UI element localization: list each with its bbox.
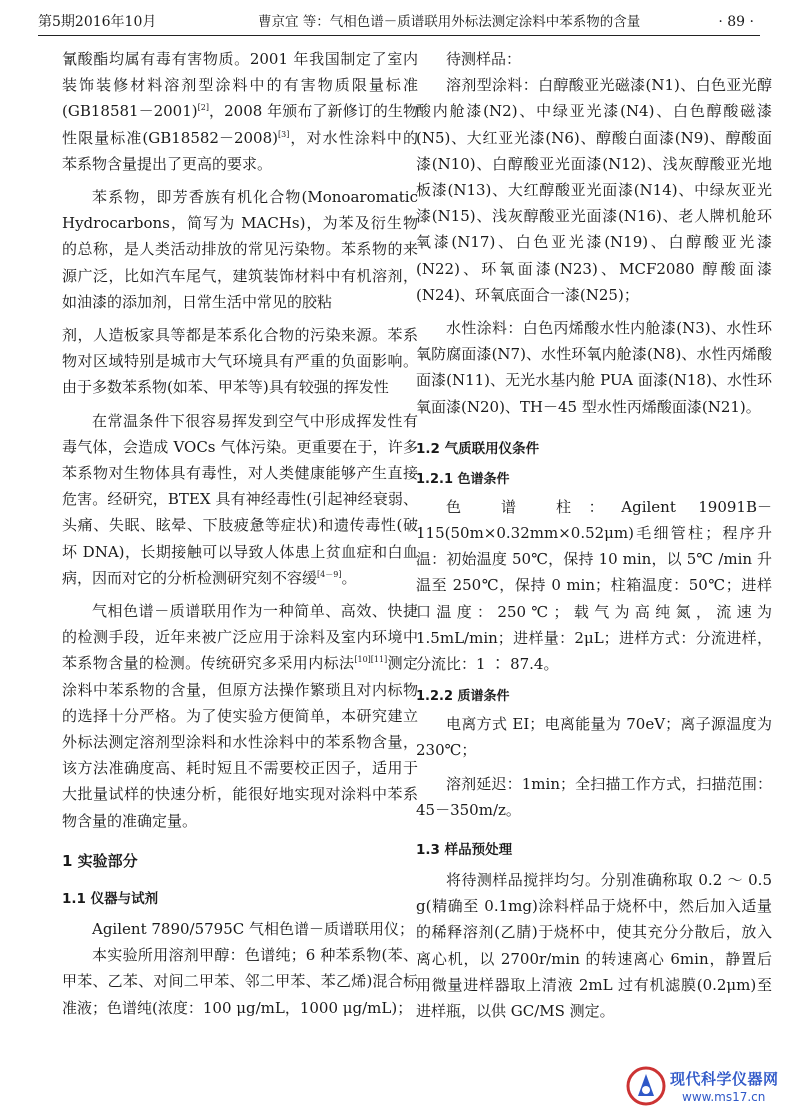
paragraph: 剂，人造板家具等都是苯系化合物的污染来源。苯系物对区域特别是城市大气环境具有严重的负面影响。由于多数苯系物(如苯、甲苯等)具有较强的挥发性: [62, 326, 418, 397]
paragraph: 氰酸酯均属有毒有害物质。2001 年我国制定了室内装饰装修材料溶剂型涂料中的有害物质限量标准(GB18581－2001)[2]，2008 年颁布了新修订的生物性限量标准(GB18582－2008)[3]，对水性涂料中的苯系物含量提出了更高的要求。: [62, 50, 418, 173]
running-head: [38, 10, 760, 36]
paragraph: 苯系物，即芳香族有机化合物(Monoaromatic Hydrocarbons，简写为 MACHs)，为苯及衍生物的总称，是人类活动排放的常见污染物。苯系物的来源广泛，比如汽车尾气，建筑装饰材料中有机溶剂，如油漆的添加剂，日常生活中常见的胶粘: [62, 188, 418, 311]
paragraph: 待测样品：: [446, 50, 522, 68]
subsubsection-heading: 1.2.2 质谱条件: [416, 689, 510, 705]
journal-issue: 第5期2016年10月: [38, 14, 157, 30]
section-heading: 1 实验部分: [62, 851, 138, 870]
paragraph: 在常温条件下很容易挥发到空气中形成挥发性有毒气体，会造成 VOCs 气体污染。更重要在于，许多苯系物对生物体具有毒性，对人类健康能够产生直接危害。经研究，BTEX 具有神经毒性(引起神经衰弱、头痛、失眠、眩晕、下肢疲惫等症状)和遗传毒性(破坏 DNA)，长期接触可以导致人体患上贫血症和白血病，因而对它的分析检测研究刻不容缓[4－9]。: [62, 411, 418, 587]
paragraph: 色 谱 柱：Agilent 19091B－115(50m×0.32mm×0.52μm)毛细管柱；程序升温：初始温度 50℃，保持 10 min，以 5℃ /min 升温至 250℃，保持 0 min；柱箱温度：50℃；进样口温度：250℃；载气为高纯氮，流速为 1.5mL/min；进样量：2μL；进样方式：分流进样，分流比：1 ∶ 87.4。: [416, 497, 772, 674]
site-watermark: [626, 1064, 796, 1110]
paragraph: Agilent 7890/5795C 气相色谱－质谱联用仪；: [92, 919, 415, 938]
subsection-heading: 1.3 样品预处理: [416, 842, 513, 859]
left-column: [62, 46, 418, 1021]
paragraph: 气相色谱－质谱联用作为一种简单、高效、快捷的检测手段，近年来被广泛应用于涂料及室内环境中苯系物含量的检测。传统研究多采用内标法[10][11]测定涂料中苯系物的含量，但原方法操作繁琐且对内标物的选择十分严格。为了使实验方便简单，本研究建立外标法测定溶剂型涂料和水性涂料中的苯系物含量，该方法准确度高、耗时短且不需要校正因子，适用于大批量试样的快速分析，能很好地实现对涂料中苯系物含量的准确定量。: [62, 602, 418, 830]
site-logo-icon: [626, 1066, 666, 1106]
paragraph: 电离方式 EI；电离能量为 70eV；离子源温度为 230℃；: [416, 715, 772, 760]
site-name: 现代科学仪器网: [670, 1070, 779, 1088]
right-column: [416, 46, 772, 1024]
running-title: 曹京宜 等：气相色谱－质谱联用外标法测定涂料中苯系物的含量: [258, 14, 641, 30]
subsection-heading: 1.2 气质联用仪条件: [416, 440, 540, 457]
site-url: www.ms17.cn: [682, 1090, 766, 1104]
page-number: · 89 ·: [718, 14, 754, 30]
paragraph: 溶剂型涂料：白醇酸亚光磁漆(N1)、白色亚光醇酸内舱漆(N2)、中绿亚光漆(N4)、白色醇酸磁漆(N5)、大红亚光漆(N6)、醇酸白面漆(N9)、醇酸面漆(N10)、白醇酸亚光面漆(N12)、浅灰醇酸亚光地板漆(N13)、大红醇酸亚光面漆(N14)、中绿灰亚光漆(N15)、浅灰醇酸亚光面漆(N16)、老人牌机舱环氧漆(N17)、白色亚光漆(N19)、白醇酸亚光漆(N22)、环氧面漆(N23)、MCF2080 醇酸面漆(N24)、环氧底面合一漆(N25)；: [416, 76, 772, 304]
paragraph: 将待测样品搅拌均匀。分别准确称取 0.2 ～ 0.5 g(精确至 0.1mg)涂料样品于烧杯中，然后加入适量的稀释溶剂(乙腈)于烧杯中，使其充分分散后，放入离心机，以 2700r/min 的转速离心 6min，静置后用微量进样器取上清液 2mL 过有机滤膜(0.2μm)至进样瓶，以供 GC/MS 测定。: [416, 871, 772, 1021]
subsubsection-heading: 1.2.1 色谱条件: [416, 471, 510, 487]
subsection-heading: 1.1 仪器与试剂: [62, 890, 159, 907]
paragraph: 水性涂料：白色丙烯酸水性内舱漆(N3)、水性环氧防腐面漆(N7)、水性环氧内舱漆(N8)、水性丙烯酸面漆(N11)、无光水基内舱 PUA 面漆(N18)、水性环氧面漆(N20)、TH－45 型水性丙烯酸面漆(N21)。: [416, 319, 772, 416]
paragraph: 本实验所用溶剂甲醇：色谱纯；6 种苯系物(苯、甲苯、乙苯、对间二甲苯、邻二甲苯、苯乙烯)混合标准液；色谱纯(浓度：100 μg/mL，1000 μg/mL)；: [62, 946, 418, 1017]
paragraph: 溶剂延迟：1min；全扫描工作方式，扫描范围：45－350m/z。: [416, 774, 772, 819]
